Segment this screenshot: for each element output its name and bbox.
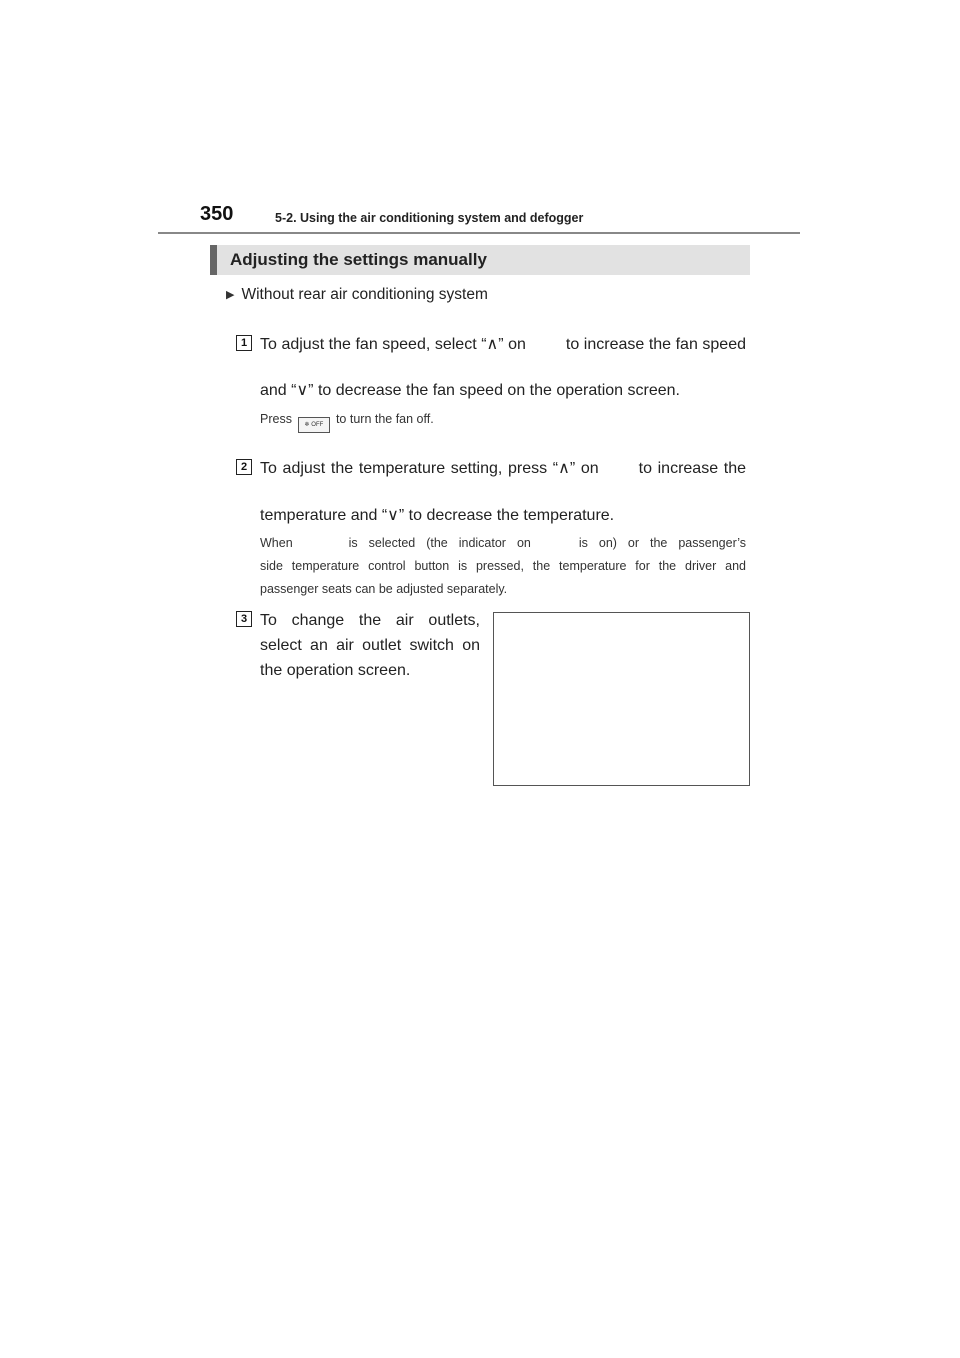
illustration-placeholder <box>493 612 750 786</box>
step-1-text-a: To adjust the fan speed, select “∧” on <box>260 336 526 353</box>
step-number-1: 1 <box>236 335 252 351</box>
step-1-note-b: to turn the fan off. <box>335 412 434 426</box>
step-number-3: 3 <box>236 611 252 627</box>
step-1-line-2: and “∨” to decrease the fan speed on the operation screen. <box>260 382 680 399</box>
section-heading-bar <box>210 245 750 275</box>
section-title: Adjusting the settings manually <box>230 250 487 269</box>
step-2-text-b: to increase the <box>638 460 747 477</box>
header-divider <box>158 232 800 234</box>
step-2-text-a: To adjust the temperature setting, press “∧” on <box>260 460 599 477</box>
step-1-line-1 <box>260 334 746 354</box>
step-1-note-a: Press <box>260 412 292 426</box>
step-1-text-b: to increase the fan speed <box>565 336 746 353</box>
step-2-line-1 <box>260 458 746 478</box>
step-2-note-line-2: side temperature control button is pressed, the temperature for the driver and <box>260 559 746 573</box>
page-number: 350 <box>200 203 234 225</box>
step-1-note <box>260 412 434 433</box>
step-2-note-a: When <box>260 536 293 550</box>
fan-off-button-icon: ❄ OFF <box>298 417 330 433</box>
triangle-bullet-icon: ▶ <box>226 289 235 301</box>
step-2-note-line-1 <box>260 536 746 550</box>
breadcrumb: 5-2. Using the air conditioning system and defogger <box>275 211 584 225</box>
step-3-text: To change the air outlets, select an air outlet switch on the operation screen. <box>260 612 480 679</box>
step-2-note-b: is selected (the indicator on <box>348 536 531 550</box>
step-2-note-c: is on) or the passenger’s <box>578 536 746 550</box>
step-2-line-2: temperature and “∨” to decrease the temperature. <box>260 507 615 524</box>
step-number-2: 2 <box>236 459 252 475</box>
step-2-note-line-3: passenger seats can be adjusted separately. <box>260 582 508 596</box>
subheading <box>226 286 488 304</box>
subheading-text: Without rear air conditioning system <box>241 286 488 303</box>
